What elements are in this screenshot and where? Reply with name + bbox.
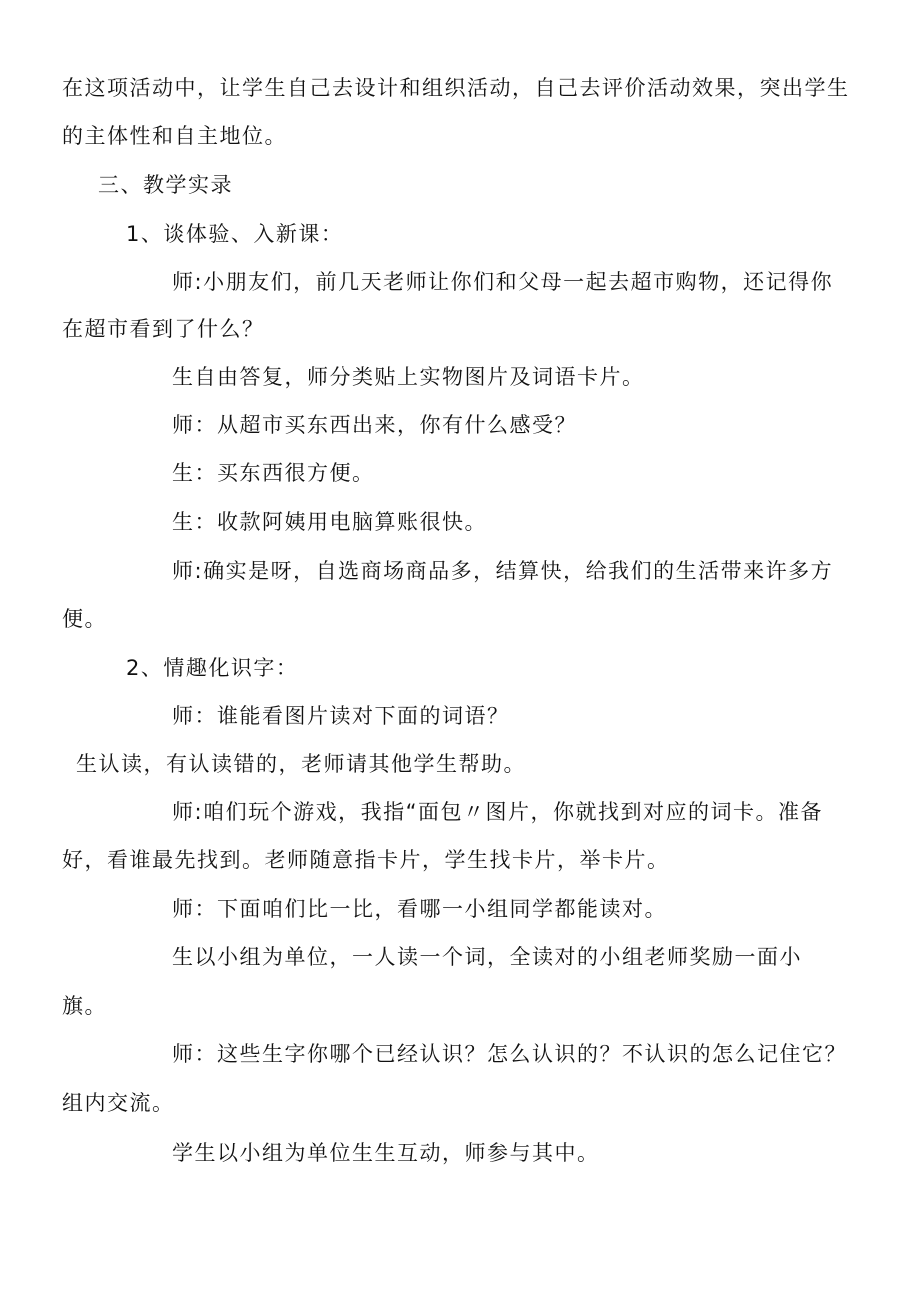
paragraph-line: 师：下面咱们比一比，看哪一小组同学都能读对。 (172, 897, 667, 921)
paragraph-line: 好，看谁最先找到。老师随意指卡片，学生找卡片，举卡片。 (62, 848, 670, 872)
paragraph-line: 旗。 (62, 994, 107, 1018)
paragraph-line: 生认读，有认读错的，老师请其他学生帮助。 (76, 752, 526, 776)
paragraph-line: 生自由答复，师分类贴上实物图片及词语卡片。 (172, 365, 645, 389)
paragraph-line: 便。 (62, 607, 107, 631)
paragraph-line: 师：从超市买东西出来，你有什么感受？ (172, 413, 577, 437)
paragraph-line: 的主体性和自主地位。 (62, 124, 287, 148)
subsection-heading: 1、谈体验、入新课： (126, 222, 344, 246)
paragraph-line: 师:咱们玩个游戏，我指“面包〃图片，你就找到对应的词卡。准备 (172, 800, 823, 824)
paragraph-line: 师:确实是呀，自选商场商品多，结算快，给我们的生活带来许多方 (172, 559, 834, 583)
paragraph-line: 组内交流。 (62, 1091, 175, 1115)
paragraph-line: 师:小朋友们，前几天老师让你们和父母一起去超市购物，还记得你 (172, 270, 834, 294)
subsection-heading: 2、情趣化识字： (126, 656, 299, 680)
paragraph-line: 师：这些生字你哪个已经认识？怎么认识的？不认识的怎么记住它？ (172, 1042, 847, 1066)
section-heading: 三、教学实录 (98, 173, 233, 197)
paragraph-line: 生：买东西很方便。 (172, 461, 375, 485)
paragraph-line: 生以小组为单位，一人读一个词，全读对的小组老师奖励一面小 (172, 945, 802, 969)
paragraph-line: 在超市看到了什么？ (62, 317, 265, 341)
paragraph-line: 在这项活动中，让学生自己去设计和组织活动，自己去评价活动效果，突出学生 (62, 76, 850, 100)
paragraph-line: 学生以小组为单位生生互动，师参与其中。 (172, 1141, 600, 1165)
paragraph-line: 师：谁能看图片读对下面的词语？ (172, 704, 510, 728)
paragraph-line: 生：收款阿姨用电脑算账很快。 (172, 510, 487, 534)
